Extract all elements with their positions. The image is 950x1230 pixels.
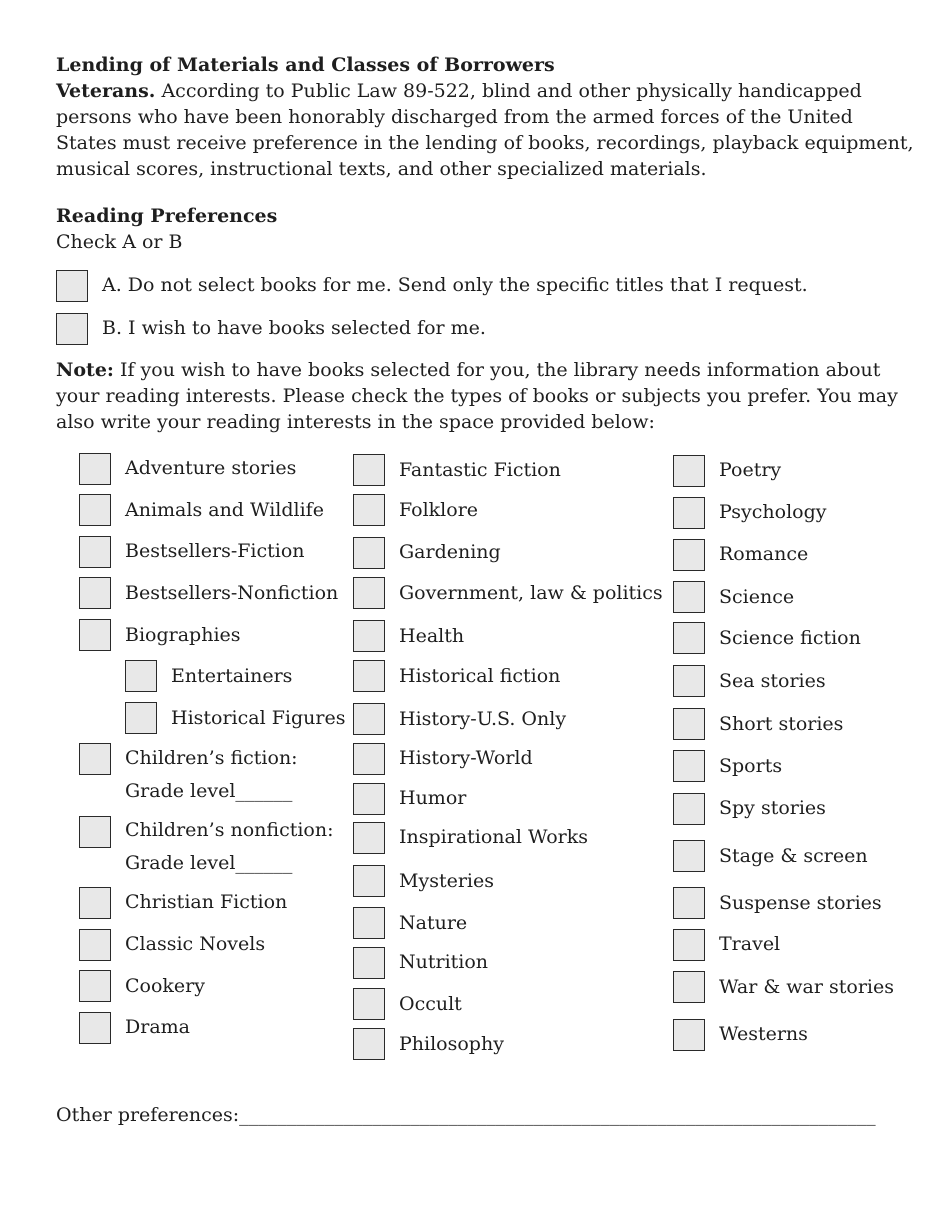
checkbox-science[interactable] [673, 581, 705, 613]
label-history-world: History-World [399, 747, 533, 769]
option-a-checkbox[interactable] [56, 270, 88, 302]
checkbox-nutrition[interactable] [353, 947, 385, 979]
checkbox-psychology[interactable] [673, 497, 705, 529]
checkbox-romance[interactable] [673, 539, 705, 571]
checkbox-mysteries[interactable] [353, 865, 385, 897]
note-label: Note: [56, 359, 114, 381]
option-a-label: A. Do not select books for me. Send only the specific titles that I request. [102, 274, 808, 296]
label-humor: Humor [399, 787, 467, 809]
checkbox-short-stories[interactable] [673, 708, 705, 740]
checkbox-war[interactable] [673, 971, 705, 1003]
label-science-fiction: Science fiction [719, 627, 861, 649]
label-fantastic-fiction: Fantastic Fiction [399, 459, 561, 481]
note-text: If you wish to have books selected for you, the library needs information about your reading interests. Please check the types of books or subjects you prefer. You may also write your reading interests in the space provided below: [56, 359, 898, 433]
checkbox-sports[interactable] [673, 750, 705, 782]
label-adventure: Adventure stories [125, 457, 297, 479]
checkbox-occult[interactable] [353, 988, 385, 1020]
label-inspirational: Inspirational Works [399, 826, 588, 848]
veterans-paragraph [56, 78, 916, 182]
checkbox-adventure[interactable] [79, 453, 111, 485]
checkbox-poetry[interactable] [673, 455, 705, 487]
label-psychology: Psychology [719, 501, 827, 523]
checkbox-drama[interactable] [79, 1012, 111, 1044]
veterans-label: Veterans. [56, 80, 156, 102]
checkbox-history-us[interactable] [353, 703, 385, 735]
label-folklore: Folklore [399, 499, 479, 521]
label-bestsellers-fiction: Bestsellers-Fiction [125, 540, 305, 562]
lending-heading: Lending of Materials and Classes of Borrowers [56, 54, 555, 76]
checkbox-historical-figures[interactable] [125, 702, 157, 734]
option-b-label: B. I wish to have books selected for me. [102, 317, 486, 339]
checkbox-health[interactable] [353, 620, 385, 652]
checkbox-bestsellers-nonfiction[interactable] [79, 577, 111, 609]
label-westerns: Westerns [719, 1023, 808, 1045]
checkbox-science-fiction[interactable] [673, 622, 705, 654]
checkbox-classic-novels[interactable] [79, 929, 111, 961]
label-occult: Occult [399, 993, 462, 1015]
checkbox-biographies[interactable] [79, 619, 111, 651]
grade-level-fiction[interactable]: Grade level______ [125, 780, 293, 802]
label-mysteries: Mysteries [399, 870, 494, 892]
label-poetry: Poetry [719, 459, 782, 481]
label-short-stories: Short stories [719, 713, 844, 735]
label-government: Government, law & politics [399, 582, 663, 604]
checkbox-stage-screen[interactable] [673, 840, 705, 872]
label-stage-screen: Stage & screen [719, 845, 868, 867]
label-drama: Drama [125, 1016, 190, 1038]
option-b-checkbox[interactable] [56, 313, 88, 345]
label-sea-stories: Sea stories [719, 670, 826, 692]
checkbox-spy-stories[interactable] [673, 793, 705, 825]
label-historical-figures: Historical Figures [171, 707, 346, 729]
label-suspense: Suspense stories [719, 892, 882, 914]
checkbox-historical-fiction[interactable] [353, 660, 385, 692]
label-sports: Sports [719, 755, 783, 777]
checkbox-philosophy[interactable] [353, 1028, 385, 1060]
label-gardening: Gardening [399, 541, 501, 563]
label-spy-stories: Spy stories [719, 797, 826, 819]
checkbox-childrens-fiction[interactable] [79, 743, 111, 775]
checkbox-sea-stories[interactable] [673, 665, 705, 697]
label-war: War & war stories [719, 976, 894, 998]
reading-preferences-heading: Reading Preferences [56, 205, 278, 227]
checkbox-animals[interactable] [79, 494, 111, 526]
label-nutrition: Nutrition [399, 951, 489, 973]
label-science: Science [719, 586, 795, 608]
checkbox-entertainers[interactable] [125, 660, 157, 692]
grade-level-nonfiction[interactable]: Grade level______ [125, 852, 293, 874]
checkbox-cookery[interactable] [79, 970, 111, 1002]
label-philosophy: Philosophy [399, 1033, 504, 1055]
label-animals: Animals and Wildlife [125, 499, 324, 521]
label-childrens-fiction: Children’s fiction: [125, 747, 298, 769]
label-bestsellers-nonfiction: Bestsellers-Nonfiction [125, 582, 339, 604]
label-entertainers: Entertainers [171, 665, 293, 687]
other-preferences-line[interactable]: Other preferences:___________________________________________________________________ [56, 1104, 876, 1126]
check-a-or-b: Check A or B [56, 231, 183, 253]
label-history-us: History-U.S. Only [399, 708, 567, 730]
checkbox-suspense[interactable] [673, 887, 705, 919]
checkbox-christian-fiction[interactable] [79, 887, 111, 919]
label-cookery: Cookery [125, 975, 205, 997]
checkbox-bestsellers-fiction[interactable] [79, 536, 111, 568]
label-biographies: Biographies [125, 624, 241, 646]
checkbox-government[interactable] [353, 577, 385, 609]
checkbox-travel[interactable] [673, 929, 705, 961]
checkbox-gardening[interactable] [353, 537, 385, 569]
veterans-text: According to Public Law 89-522, blind and other physically handicapped persons who have been honorably discharged from the armed forces of the United States must receive preference in the lending of books, recordings, playback equipment, musical scores, instructional texts, and other specialized materials. [56, 80, 914, 180]
checkbox-folklore[interactable] [353, 494, 385, 526]
label-childrens-nonfiction: Children’s nonfiction: [125, 819, 334, 841]
checkbox-humor[interactable] [353, 783, 385, 815]
checkbox-childrens-nonfiction[interactable] [79, 816, 111, 848]
label-travel: Travel [719, 933, 781, 955]
label-romance: Romance [719, 543, 809, 565]
label-historical-fiction: Historical fiction [399, 665, 561, 687]
label-christian-fiction: Christian Fiction [125, 891, 288, 913]
checkbox-fantastic-fiction[interactable] [353, 454, 385, 486]
label-health: Health [399, 625, 465, 647]
checkbox-westerns[interactable] [673, 1019, 705, 1051]
label-classic-novels: Classic Novels [125, 933, 266, 955]
note-paragraph [56, 357, 916, 435]
label-nature: Nature [399, 912, 468, 934]
checkbox-nature[interactable] [353, 907, 385, 939]
checkbox-history-world[interactable] [353, 743, 385, 775]
checkbox-inspirational[interactable] [353, 822, 385, 854]
